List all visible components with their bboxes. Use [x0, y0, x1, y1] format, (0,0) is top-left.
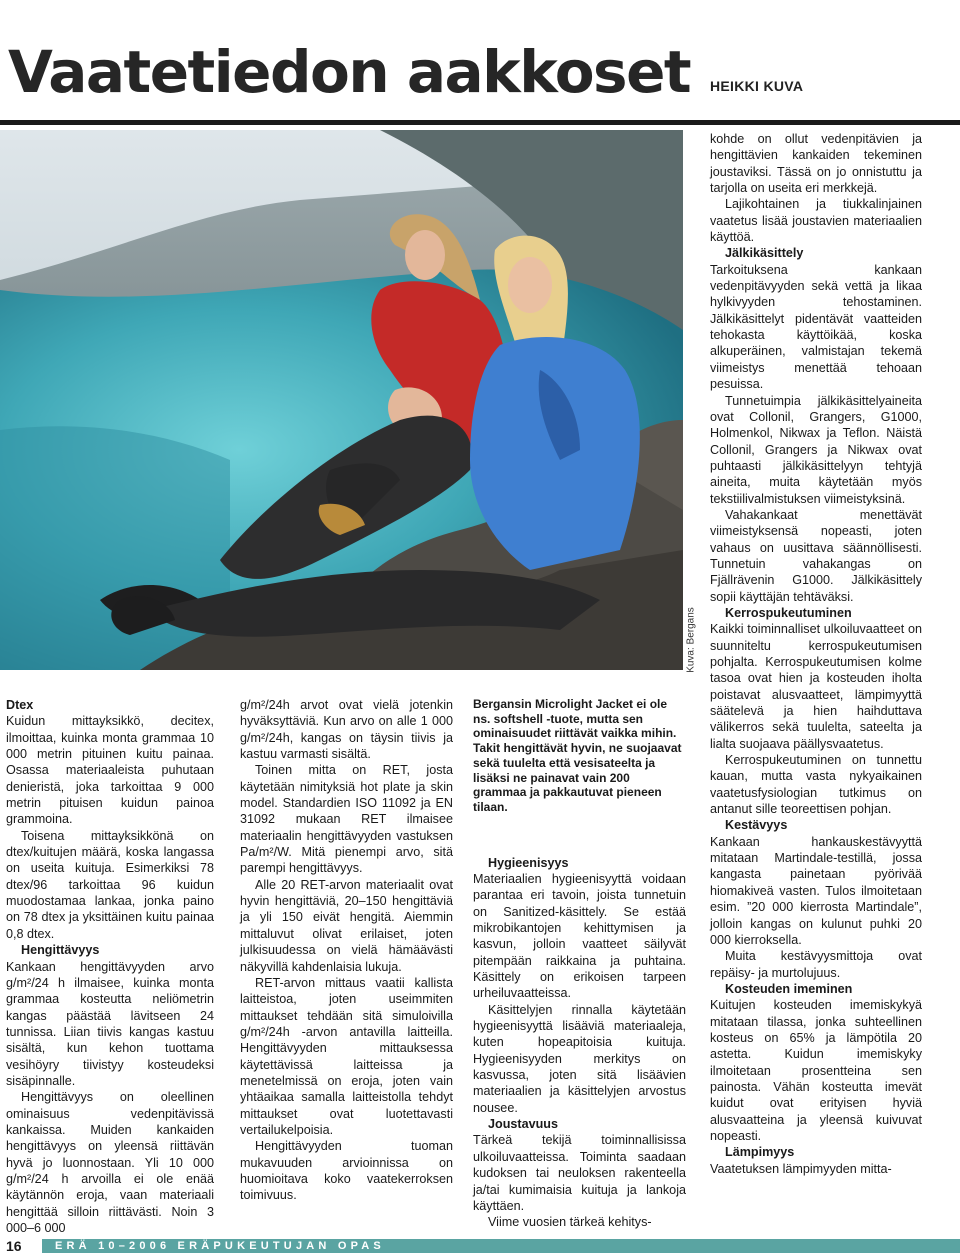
- section-heading: Kestävyys: [725, 818, 788, 833]
- photo-credit: [681, 607, 701, 673]
- section-heading: Lämpimyys: [725, 1145, 795, 1160]
- paragraph: Lajikohtainen ja tiukkalinjainen vaatetus lisää joustavien materiaalien käyttöä.: [710, 197, 922, 245]
- section-heading: Hengittävyys: [21, 943, 100, 958]
- paragraph: Toinen mitta on RET, josta käytetään nimityksiä hot plate ja skin model. Standardien ISO 11092 ja EN 31092 mukaan RET ilmaisee materiaalin hengittävyyden vastuksen Pa/m²/W. Mitä pienempi arvo, sitä parempi hengittävyys.: [240, 763, 453, 876]
- section-heading: Jälkikäsittely: [725, 246, 804, 261]
- paragraph: Hengittävyyden tuoman mukavuuden arvioinnissa on huomioitava koko vaatekerroksen toimivuus.: [240, 1139, 453, 1203]
- section-heading: Dtex: [6, 698, 34, 712]
- paragraph: Muita kestävyysmittoja ovat repäisy- ja murtolujuus.: [710, 949, 922, 980]
- paragraph: Toisena mittayksikkönä on dtex/kuitujen määrä, koska langassa on useita kuituja. Esimerkiksi 78 dtex/96 tarkoittaa 96 kuidun muodostamaa lankaa, jonka paino on 78 dtex ja yksittäinen kuitu painaa 0,8 dtex.: [6, 828, 214, 941]
- paragraph: Kankaan hengittävyyden arvo g/m²/24 h ilmaisee, kuinka monta grammaa kosteutta neliömetrin kangas päästää lävitseen 24 tunnissa. Liian tiivis kangas kastuu sisältä, kun kehon tuottama vesihöyry tiivistyy kosteudeksi sisäpinnalle.: [6, 959, 214, 1088]
- paragraph: Alle 20 RET-arvon materiaalit ovat hyvin hengittäviä, 20–150 hengittäviä ja yli 150 eivät hengitä. Aiemmin mittaluvut olivat erilaiset, joten julkisuudessa on vielä hämäävästi näkyvillä kahdenlaisia lukuja.: [240, 877, 453, 974]
- section-heading: Hygieenisyys: [488, 855, 569, 870]
- text-column-3: [473, 697, 686, 1231]
- footer-publication: ERÄ 10–2006 ERÄPUKEUTUJAN OPAS: [55, 1240, 385, 1252]
- paragraph: Vaatetuksen lämpimyyden mitta-: [710, 1161, 892, 1176]
- article-photo: [0, 130, 683, 670]
- photo-caption: Bergansin Microlight Jacket ei ole ns. softshell -tuote, mutta sen ominaisuudet riittävät vaikka mihin. Takit hengittävät hyvin, ne suojaavat sekä tuulelta että vesisateelta ja lisäksi ne painavat vain 200 grammaa ja pakkautuvat pieneen tilaan.: [473, 697, 682, 814]
- paragraph: Tarkoituksena kankaan vedenpitävyyden sekä vettä ja likaa hylkivyyden tehostaminen. Jälkikäsittelyt pidentävät vaatteiden tehokasta käyttöikää, koska alkuperäinen, valmistajan tekemä viimeistys menettää tehoaan pesuissa.: [710, 262, 922, 392]
- author-byline: HEIKKI KUVA: [710, 78, 804, 94]
- paragraph: RET-arvon mittaus vaatii kallista laitteistoa, joten useimmiten mittaukset tehdään sitä simuloivilla g/m²/24h -arvon antavilla laitteilla. Hengittävyyden mittauksessa käytettävissä laitteissa ja menetelmissä on eroja, joten vain yhtäaikaa samalla laitteistolla tehdyt mittaukset ovat luotettavasti vertailukelpoisia.: [240, 975, 453, 1137]
- section-heading: Kerrospukeutuminen: [725, 605, 852, 620]
- article-title: Vaatetiedon aakkoset: [8, 38, 691, 106]
- paragraph: Tunnetuimpia jälkikäsittelyaineita ovat Collonil, Grangers, G1000, Holmenkol, Nikwax ja Teflon. Näistä Collonil, Grangers ja Nikwax ovat puhtaasti jälkikäsittelyyn tehtyjä aineita, muita käytetään myös tekstiilivalmistuksen viimeistyksinä.: [710, 393, 922, 506]
- page-number: 16: [6, 1238, 22, 1254]
- paragraph: Kuidun mittayksikkö, decitex, ilmoittaa, kuinka monta grammaa 10 000 metrin pituinen kuitu painaa. Osassa materiaaleista puhutaan denieristä, joka tarkoittaa 9 000 metrin pituisen kuidun painoa grammoina.: [6, 714, 214, 827]
- paragraph: Kuitujen kosteuden imemiskykyä mitataan tilassa, jonka suhteellinen kosteus on 65% ja lämpötila 20 astetta. Kuidun imemiskyky ilmoitetaan prosentteina sen painosta. Vähän kosteutta imevät kuidut ovat erityisen hyviä alusvaatteina ja yleensä kuivuvat nopeasti.: [710, 998, 922, 1143]
- paragraph: Hengittävyys on oleellinen ominaisuus vedenpitävissä kankaissa. Muiden kankaiden hengittävyys on yleensä riittävän hyvä jo luonnostaan. Yli 10 000 g/m²/24 h arvoilla ei ole enää käytännön eroja, vaan materiaali hengittää silloin riittävästi. Noin 3 000–6 000: [6, 1090, 214, 1235]
- section-heading: Joustavuus: [488, 1117, 558, 1132]
- text-column-4: [710, 131, 922, 1177]
- paragraph: Kaikki toiminnalliset ulkoiluvaatteet on suunniteltu kerrospukeutumisen pohjalta. Kerrospukeutumisen kolme tasoa ovat hien ja kosteuden iholta poistavat alusvaatteet, lämpimyyttä säätelevä ja hien haihduttava välikerros sekä tuulelta, sateelta ja lialta suojaava päällysvaatetus.: [710, 622, 922, 751]
- paragraph: Materiaalien hygieenisyyttä voidaan parantaa eri tavoin, joista tunnetuin on Sanitized-käsittely. Se estää mikrobikantojen kehittymisen ja kasvun, jolloin vaatteet säilyvät pitempään raikkaina ja puhtaina. Käsittely on erikoisen tarpeen urheiluvaatteissa.: [473, 871, 686, 1001]
- text-column-2: [240, 697, 453, 1204]
- paragraph: Viime vuosien tärkeä kehitys-: [488, 1215, 652, 1230]
- paragraph: Kerrospukeutuminen on tunnettu kauan, mutta vasta nykyaikainen vaatetusfysiologian tutkimus on antanut sille teoreettisen pohjan.: [710, 753, 922, 817]
- paragraph: g/m²/24h arvot ovat vielä jotenkin hyväksyttäviä. Kun arvo on alle 1 000 g/m²/24h, kangas on täysin tiivis ja kastuu varmasti sisältä.: [240, 698, 453, 762]
- photo-illustration: [0, 130, 683, 670]
- photo-credit-text: Kuva: Bergans: [685, 607, 697, 673]
- header-rule: [0, 120, 960, 125]
- paragraph: Käsittelyjen rinnalla käytetään hygieenisyyttä lisääviä materiaaleja, kuten hopeapitoisia kuituja. Hygieenisyyden merkitys on kasvussa, joten sitä lisäävien materiaalien ja käsittelyjen arvostus nousee.: [473, 1002, 686, 1115]
- paragraph: Kankaan hankauskestävyyttä mitataan Martindale-testillä, jossa kangasta painetaan pyörivää hiomakiveä vasten. Tulos ilmoitetaan esim. ”20 000 kierrosta Martindale”, jolloin kangas on kulunut puhki 20 000 kierroksella.: [710, 834, 922, 947]
- paragraph: kohde on ollut vedenpitävien ja hengittävien kankaiden tekeminen joustaviksi. Tässä on jo onnistuttu ja tarjolla on useita eri merkkejä.: [710, 132, 922, 196]
- paragraph: Vahakankaat menettävät viimeistyksensä nopeasti, joten vahaus on uusittava säännöllisesti. Tunnetuin vahakangas on Fjällrävenin G1000. Jälkikäsittely sopii käyttäjän tehtäväksi.: [710, 507, 922, 604]
- paragraph: Tärkeä tekijä toiminnallisissa ulkoiluvaatteissa. Toiminta saadaan kudoksen tai neuloksen rakenteella ja/tai kumimaisia kuituja ja lankoja käyttäen.: [473, 1133, 686, 1213]
- text-column-1: [6, 697, 214, 1236]
- section-heading: Kosteuden imeminen: [725, 981, 853, 996]
